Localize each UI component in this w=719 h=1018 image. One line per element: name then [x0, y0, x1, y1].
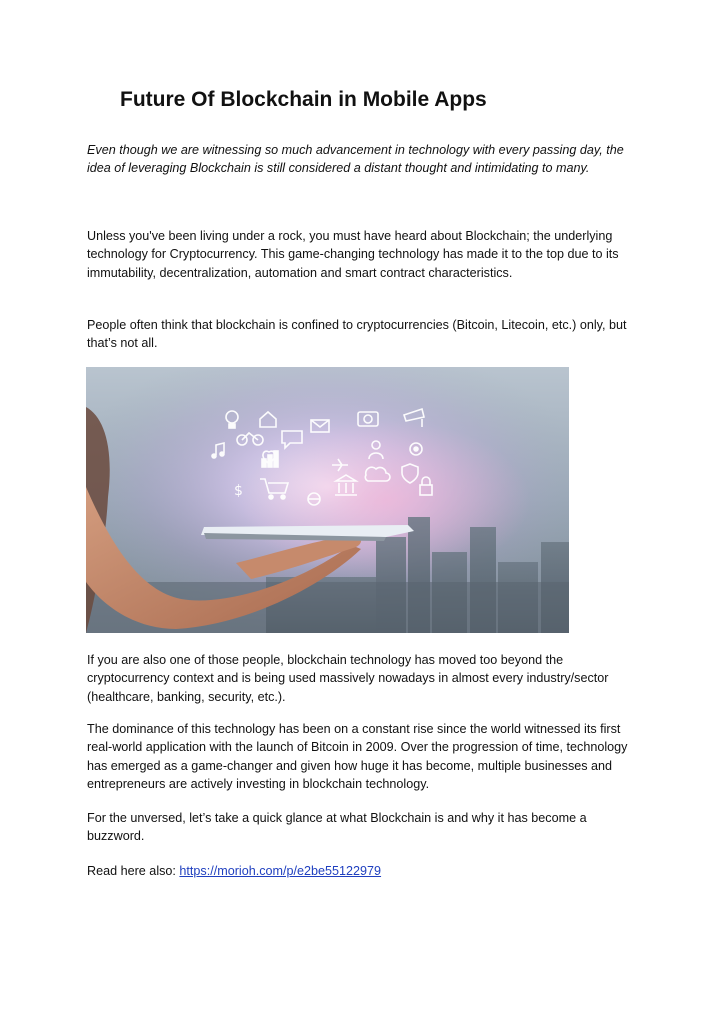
read-more-line	[87, 862, 642, 880]
paragraph: People often think that blockchain is confined to cryptocurrencies (Bitcoin, Litecoin, etc.) only, but that’s not all.	[87, 318, 627, 351]
paragraph: If you are also one of those people, blockchain technology has moved too beyond the cryptocurrency context and is being used massively nowadays in almost every industry/sector (healthcare, banking, security, etc.).	[87, 653, 609, 704]
paragraph: Unless you've been living under a rock, you must have heard about Blockchain; the underlying technology for Cryptocurrency. This game-changing technology has made it to the top due to its immutability, decentralization, automation and smart contract characteristics.	[87, 229, 619, 280]
paragraph: The dominance of this technology has been on a constant rise since the world witnessed its first real-world application with the launch of Bitcoin in 2009. Over the progression of time, technology has emerged as a game-changer and given how huge it has become, multiple businesses and entrepreneurs are actively investing in blockchain technology.	[87, 722, 628, 792]
read-more-link[interactable]: https://morioh.com/p/e2be55122979	[179, 864, 382, 878]
paragraph: For the unversed, let’s take a quick glance at what Blockchain is and why it has become a buzzword.	[87, 811, 587, 844]
intro-paragraph: Even though we are witnessing so much advancement in technology with every passing day, the idea of leveraging Blockchain is still considered a distant thought and intimidating to many.	[87, 143, 624, 176]
read-more-label: Read here also:	[87, 864, 180, 878]
page-title: Future Of Blockchain in Mobile Apps	[120, 88, 487, 111]
svg-text:$: $	[234, 483, 243, 499]
hero-image	[86, 367, 569, 633]
dollar-icon	[234, 483, 243, 499]
